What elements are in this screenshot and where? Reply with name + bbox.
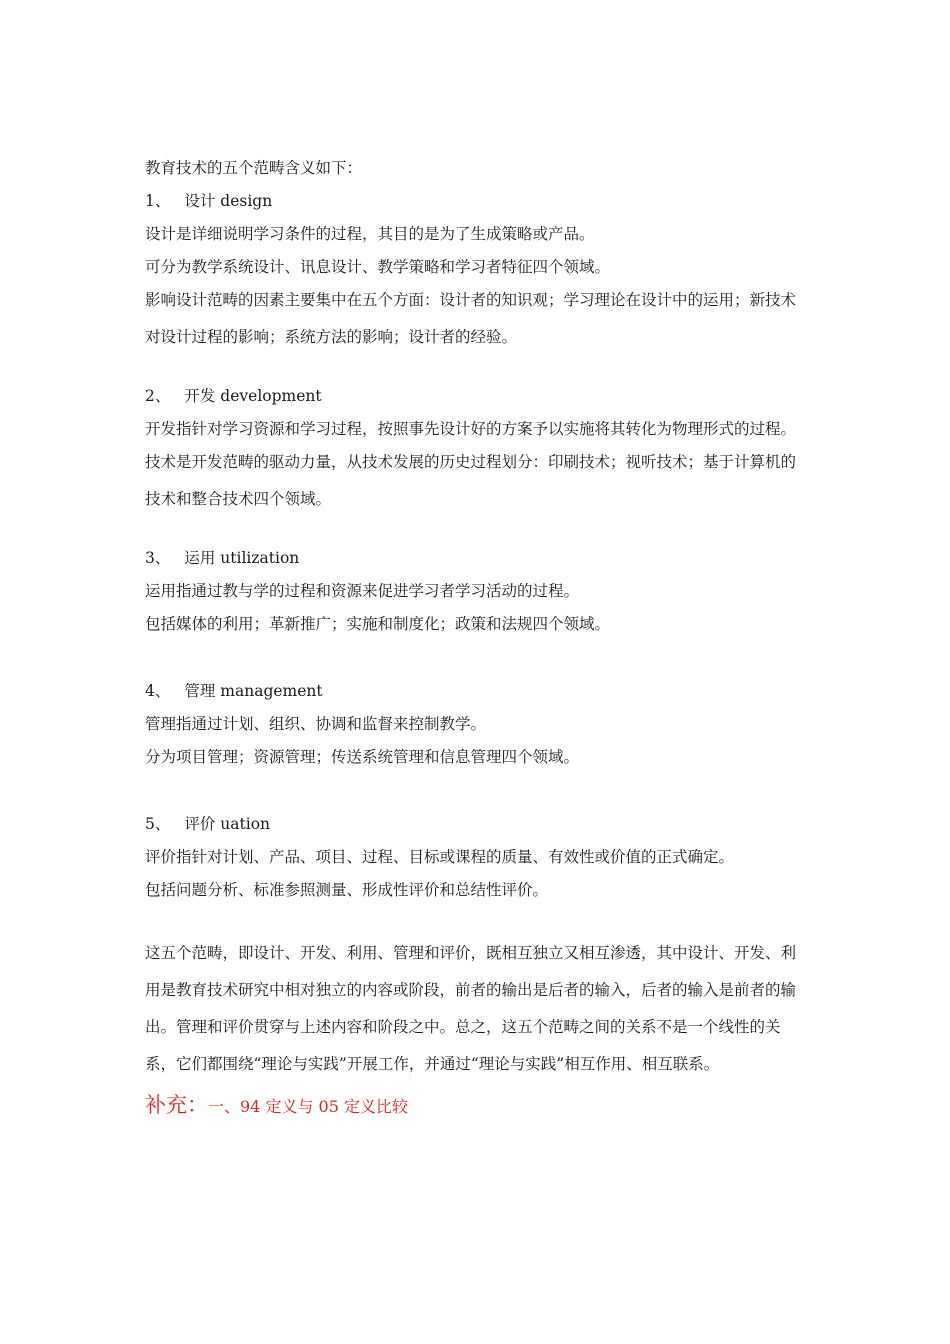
spacer: [145, 356, 810, 386]
section-number: 4、: [145, 682, 171, 700]
section-paragraph: 评价指针对计划、产品、项目、过程、目标或课程的质量、有效性或价值的正式确定。: [145, 848, 735, 866]
section-paragraph: 技术是开发范畴的驱动力量，从技术发展的历史过程划分：印刷技术；视听技术；基于计算机的技术和整合技术四个领域。: [145, 453, 797, 508]
section-paragraph: 管理指通过计划、组织、协调和监督来控制教学。: [145, 715, 487, 733]
section-heading-design: [145, 191, 810, 211]
supplement-text: 一、94 定义与 05 定义比较: [208, 1097, 408, 1116]
section-title: 评价 uation: [184, 815, 271, 833]
section-paragraph: 包括问题分析、标准参照测量、形成性评价和总结性评价。: [145, 881, 549, 899]
section-heading-management: [145, 681, 810, 701]
spacer: [145, 780, 810, 814]
supplement-heading: [145, 1089, 810, 1119]
section-number: 5、: [145, 815, 171, 833]
section-paragraph: 设计是详细说明学习条件的过程，其目的是为了生成策略或产品。: [145, 225, 595, 243]
section-number: 2、: [145, 387, 171, 405]
section-number: 1、: [145, 192, 171, 210]
section-title: 设计 design: [184, 192, 273, 210]
section-paragraph: 开发指针对学习资源和学习过程，按照事先设计好的方案予以实施将其转化为物理形式的过程。: [145, 420, 797, 438]
section-heading-utilization: [145, 548, 810, 568]
section-paragraph: 包括媒体的利用；革新推广；实施和制度化；政策和法规四个领域。: [145, 615, 611, 633]
section-title: 管理 management: [184, 682, 323, 700]
spacer: [145, 647, 810, 681]
summary-paragraph: 这五个范畴，即设计、开发、利用、管理和评价，既相互独立又相互渗透，其中设计、开发、利用是教育技术研究中相对独立的内容或阶段，前者的输出是后者的输入，后者的输入是前者的输出。管理和评价贯穿与上述内容和阶段之中。总之，这五个范畴之间的关系不是一个线性的关系，它们都围绕“理论与实践”开展工作，并通过“理论与实践”相互作用、相互联系。: [145, 944, 797, 1073]
section-paragraph: 运用指通过教与学的过程和资源来促进学习者学习活动的过程。: [145, 582, 580, 600]
section-title: 运用 utilization: [184, 549, 300, 567]
section-paragraph: 可分为教学系统设计、讯息设计、教学策略和学习者特征四个领域。: [145, 258, 611, 276]
section-heading-evaluation: [145, 814, 810, 834]
section-number: 3、: [145, 549, 171, 567]
document-body: [145, 158, 810, 1135]
intro-text: 教育技术的五个范畴含义如下：: [145, 159, 363, 177]
section-paragraph: 分为项目管理；资源管理；传送系统管理和信息管理四个领域。: [145, 748, 580, 766]
spacer: [145, 518, 810, 548]
section-title: 开发 development: [184, 387, 322, 405]
supplement-prefix: 补充：: [145, 1093, 208, 1117]
section-heading-development: [145, 386, 810, 406]
section-paragraph: 影响设计范畴的因素主要集中在五个方面：设计者的知识观；学习理论在设计中的运用；新技术对设计过程的影响；系统方法的影响；设计者的经验。: [145, 291, 797, 346]
